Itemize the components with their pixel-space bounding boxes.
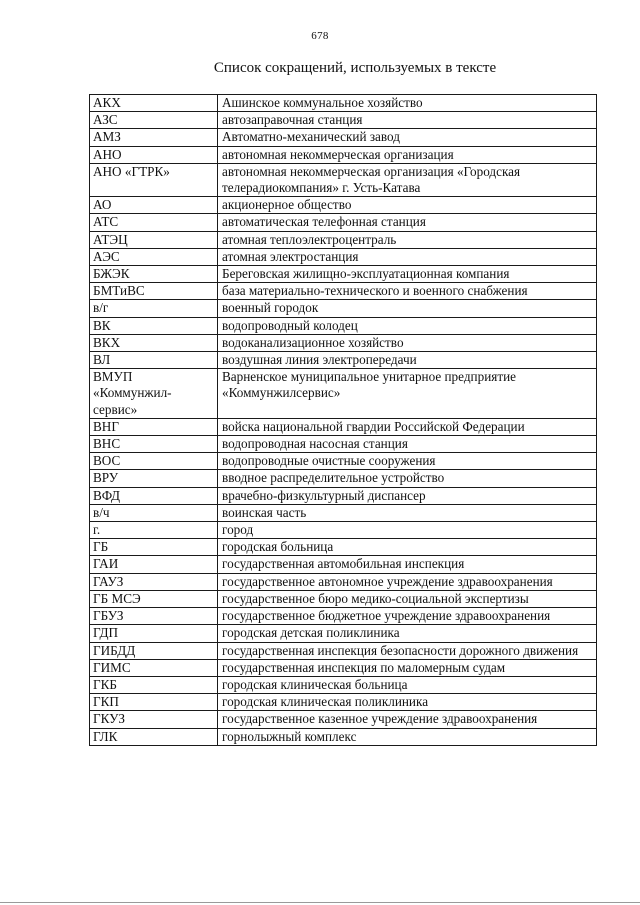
abbreviation-cell: ВМУП «Коммунжил-сервис» (90, 369, 218, 419)
description-cell: государственное бюджетное учреждение здравоохранения (218, 608, 597, 625)
description-cell: атомная электростанция (218, 248, 597, 265)
table-row (90, 369, 597, 419)
table-row (90, 300, 597, 317)
abbreviation-cell: АКХ (90, 95, 218, 112)
abbreviation-cell: ВОС (90, 453, 218, 470)
description-cell: горнолыжный комплекс (218, 728, 597, 745)
table-row (90, 352, 597, 369)
table-row (90, 487, 597, 504)
table-row (90, 129, 597, 146)
table-row (90, 266, 597, 283)
abbreviation-cell: ГБУЗ (90, 608, 218, 625)
table-row (90, 694, 597, 711)
abbreviation-cell: АЭС (90, 248, 218, 265)
abbreviation-cell: ГДП (90, 625, 218, 642)
table-row (90, 214, 597, 231)
table-row (90, 728, 597, 745)
abbreviation-cell: ГКП (90, 694, 218, 711)
abbreviation-cell: в/ч (90, 504, 218, 521)
abbreviation-cell: АТЭЦ (90, 231, 218, 248)
table-row (90, 608, 597, 625)
abbreviations-table (89, 94, 597, 746)
description-cell: государственная инспекция безопасности дорожного движения (218, 642, 597, 659)
description-cell: городская больница (218, 539, 597, 556)
description-cell: водопроводный колодец (218, 317, 597, 334)
table-row (90, 163, 597, 196)
table-row (90, 95, 597, 112)
abbreviation-cell: ВНГ (90, 418, 218, 435)
table-row (90, 470, 597, 487)
table-row (90, 556, 597, 573)
description-cell: воздушная линия электропередачи (218, 352, 597, 369)
description-cell: автономная некоммерческая организация «Городская телерадиокомпания» г. Усть-Катава (218, 163, 597, 196)
table-row (90, 711, 597, 728)
abbreviation-cell: АТС (90, 214, 218, 231)
table-row (90, 197, 597, 214)
table-row (90, 317, 597, 334)
table-row (90, 642, 597, 659)
abbreviation-cell: ВКХ (90, 334, 218, 351)
description-cell: государственное автономное учреждение здравоохранения (218, 573, 597, 590)
table-row (90, 283, 597, 300)
abbreviation-cell: ВНС (90, 436, 218, 453)
table-row (90, 436, 597, 453)
description-cell: государственное бюро медико-социальной экспертизы (218, 590, 597, 607)
table-row (90, 590, 597, 607)
description-cell: Варненское муниципальное унитарное предприятие «Коммунжилсервис» (218, 369, 597, 419)
abbreviation-cell: ВК (90, 317, 218, 334)
abbreviation-cell: АМЗ (90, 129, 218, 146)
description-cell: врачебно-физкультурный диспансер (218, 487, 597, 504)
abbreviation-cell: ГИМС (90, 659, 218, 676)
description-cell: государственное казенное учреждение здравоохранения (218, 711, 597, 728)
description-cell: водоканализационное хозяйство (218, 334, 597, 351)
table-row (90, 453, 597, 470)
table-row (90, 573, 597, 590)
abbreviation-cell: АО (90, 197, 218, 214)
description-cell: военный городок (218, 300, 597, 317)
abbreviation-cell: АНО (90, 146, 218, 163)
table-row (90, 676, 597, 693)
description-cell: городская клиническая поликлиника (218, 694, 597, 711)
table-row (90, 248, 597, 265)
description-cell: город (218, 522, 597, 539)
page-number: 678 (311, 30, 329, 42)
description-cell: автономная некоммерческая организация (218, 146, 597, 163)
abbreviation-cell: в/г (90, 300, 218, 317)
abbreviation-cell: ГАИ (90, 556, 218, 573)
abbreviation-cell: ВРУ (90, 470, 218, 487)
abbreviation-cell: ГБ (90, 539, 218, 556)
abbreviation-cell: АНО «ГТРК» (90, 163, 218, 196)
description-cell: государственная инспекция по маломерным судам (218, 659, 597, 676)
description-cell: акционерное общество (218, 197, 597, 214)
description-cell: войска национальной гвардии Российской Федерации (218, 418, 597, 435)
description-cell: городская клиническая больница (218, 676, 597, 693)
abbreviation-cell: ГЛК (90, 728, 218, 745)
table-row (90, 418, 597, 435)
abbreviation-cell: ГБ МСЭ (90, 590, 218, 607)
description-cell: государственная автомобильная инспекция (218, 556, 597, 573)
table-row (90, 146, 597, 163)
abbreviation-cell: г. (90, 522, 218, 539)
description-cell: база материально-технического и военного снабжения (218, 283, 597, 300)
abbreviations-table-body (90, 95, 597, 746)
table-row (90, 334, 597, 351)
description-cell: вводное распределительное устройство (218, 470, 597, 487)
description-cell: Береговская жилищно-эксплуатационная компания (218, 266, 597, 283)
abbreviation-cell: БМТиВС (90, 283, 218, 300)
table-row (90, 539, 597, 556)
table-row (90, 659, 597, 676)
abbreviation-cell: ГАУЗ (90, 573, 218, 590)
description-cell: автозаправочная станция (218, 112, 597, 129)
abbreviation-cell: ГКУЗ (90, 711, 218, 728)
page-bottom-divider (0, 902, 640, 903)
abbreviation-cell: ВФД (90, 487, 218, 504)
table-row (90, 504, 597, 521)
abbreviation-cell: ГКБ (90, 676, 218, 693)
abbreviation-cell: АЗС (90, 112, 218, 129)
description-cell: Автоматно-механический завод (218, 129, 597, 146)
description-cell: городская детская поликлиника (218, 625, 597, 642)
description-cell: автоматическая телефонная станция (218, 214, 597, 231)
description-cell: водопроводные очистные сооружения (218, 453, 597, 470)
abbreviation-cell: ВЛ (90, 352, 218, 369)
table-row (90, 625, 597, 642)
description-cell: атомная теплоэлектроцентраль (218, 231, 597, 248)
table-row (90, 231, 597, 248)
abbreviation-cell: ГИБДД (90, 642, 218, 659)
description-cell: воинская часть (218, 504, 597, 521)
table-row (90, 112, 597, 129)
page-title: Список сокращений, используемых в тексте (213, 60, 497, 76)
abbreviation-cell: БЖЭК (90, 266, 218, 283)
table-row (90, 522, 597, 539)
description-cell: водопроводная насосная станция (218, 436, 597, 453)
description-cell: Ашинское коммунальное хозяйство (218, 95, 597, 112)
